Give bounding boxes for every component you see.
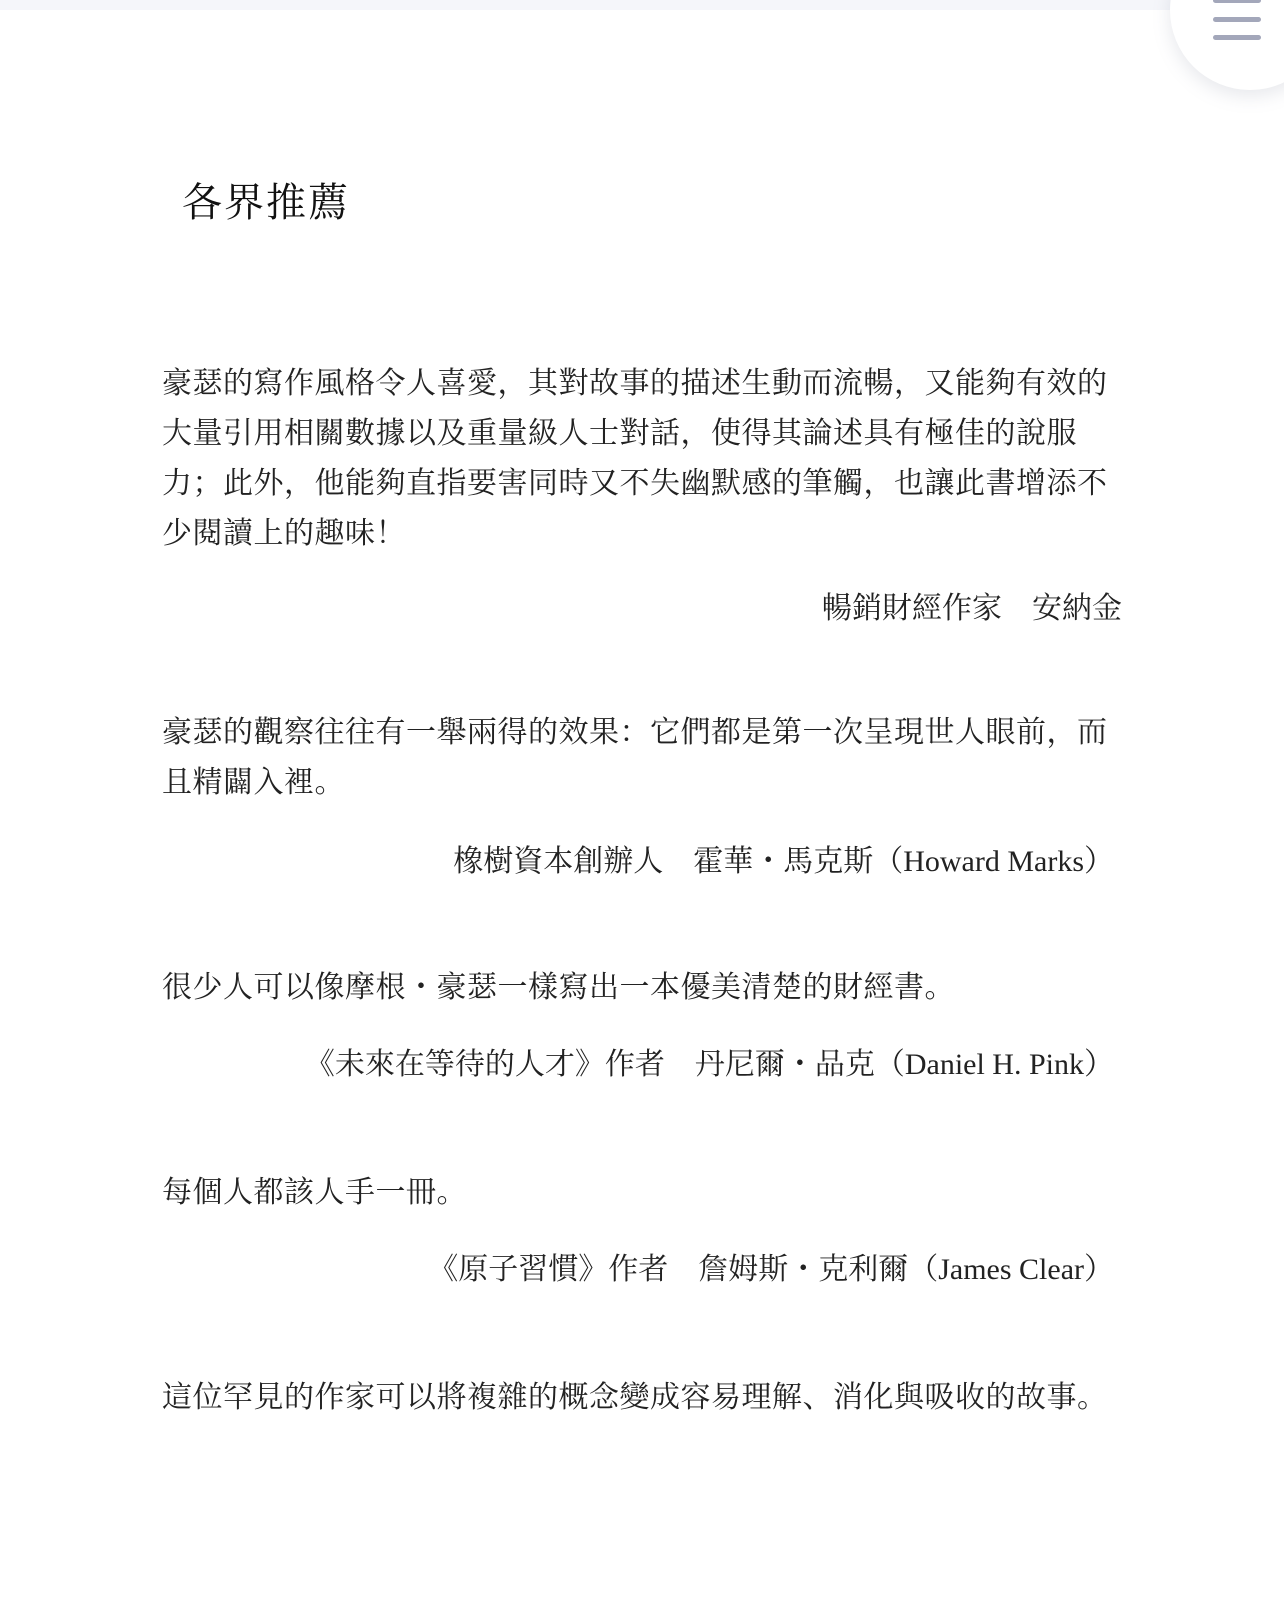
recommendation-quote: 豪瑟的觀察往往有一舉兩得的效果：它們都是第一次呈現世人眼前，而且精闢入裡。 [162, 715, 1108, 800]
recommendation-attribution [453, 842, 1114, 882]
page-title: 各界推薦 [182, 180, 350, 226]
recommendation-quote: 豪瑟的寫作風格令人喜愛，其對故事的描述生動而流暢，又能夠有效的大量引用相關數據以及重量級人士對話，使得其論述具有極佳的說服力；此外，他能夠直指要害同時又不失幽默感的筆觸，也讓此書增添不少閱讀上的趣味！ [162, 366, 1108, 551]
recommendation-attribution [428, 1250, 1114, 1290]
attribution-role: 《未來在等待的人才》作者 [304, 1047, 665, 1082]
attribution-name: 安納金 [1032, 591, 1122, 626]
recommendation-attribution [822, 589, 1122, 629]
attribution-name-en: （Howard Marks） [873, 845, 1114, 878]
hamburger-menu-icon-bar [1213, 17, 1261, 22]
recommendation-attribution [305, 1045, 1114, 1085]
top-bar [0, 0, 1284, 10]
recommendation-quote: 每個人都該人手一冊。 [162, 1175, 467, 1210]
hamburger-menu-icon-bar [1213, 35, 1261, 40]
attribution-name: 丹尼爾・品克 [694, 1047, 875, 1082]
recommendation-quote: 這位罕見的作家可以將複雜的概念變成容易理解、消化與吸收的故事。 [162, 1380, 1108, 1415]
attribution-role: 《原子習慣》作者 [428, 1252, 669, 1287]
attribution-name: 霍華・馬克斯 [693, 844, 874, 879]
attribution-role: 橡樹資本創辦人 [453, 844, 664, 879]
attribution-name-en: （Daniel H. Pink） [874, 1048, 1114, 1081]
hamburger-menu-icon [1213, 0, 1261, 3]
attribution-role: 暢銷財經作家 [822, 591, 1002, 626]
attribution-name-en: （James Clear） [908, 1253, 1114, 1286]
recommendation-quote: 很少人可以像摩根・豪瑟一樣寫出一本優美清楚的財經書。 [162, 970, 955, 1005]
menu-button[interactable] [1170, 0, 1284, 90]
attribution-name: 詹姆斯・克利爾 [698, 1252, 909, 1287]
